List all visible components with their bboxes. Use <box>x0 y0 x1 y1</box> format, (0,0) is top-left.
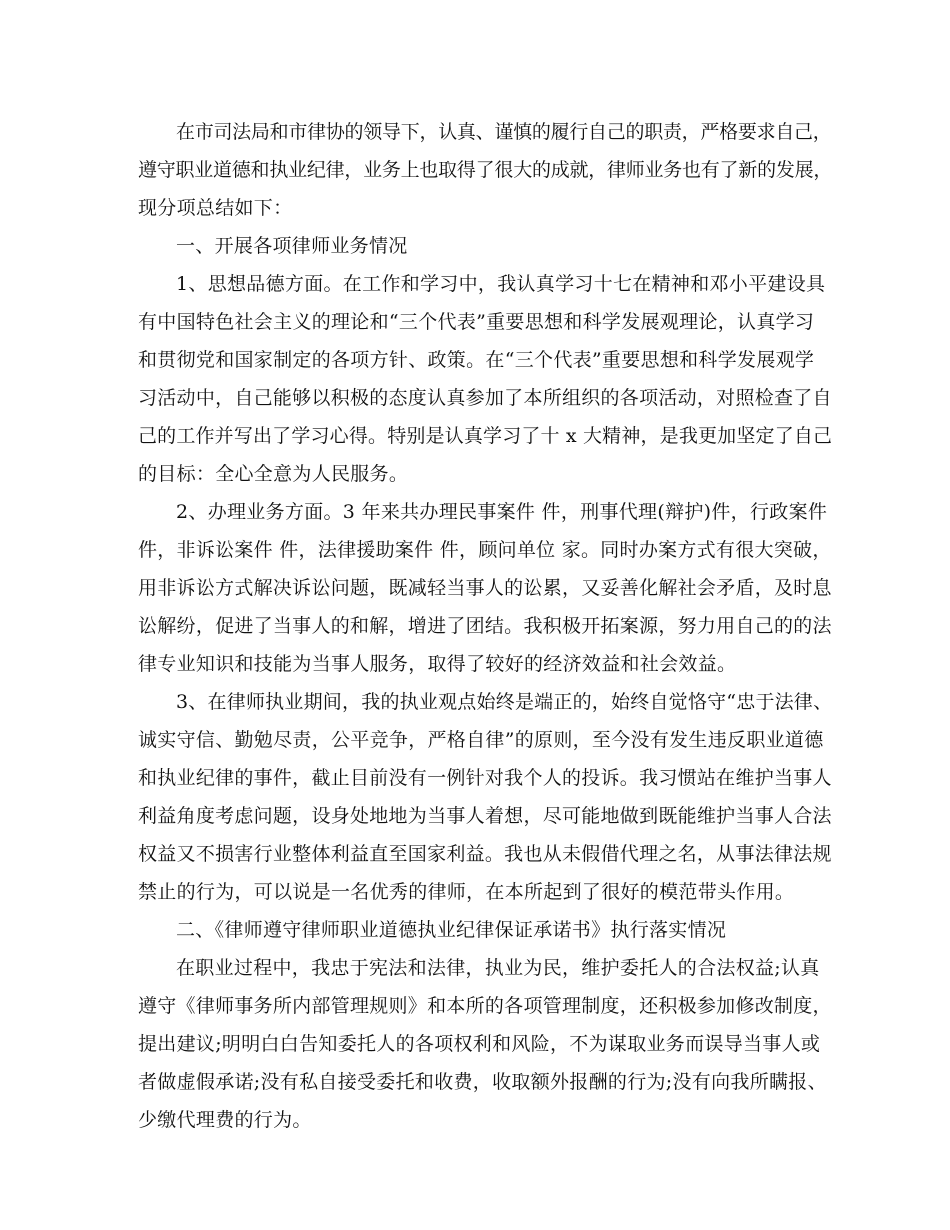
paragraph-3-line-1: 2、办理业务方面。3 年来共办理民事案件 件，刑事代理(辩护)件，行政案件 <box>176 501 828 523</box>
paragraph-4-line-6: 禁止的行为，可以说是一名优秀的律师，在本所起到了很好的模范带头作用。 <box>138 881 795 903</box>
paragraph-2-line-4: 习活动中，自己能够以积极的态度认真参加了本所组织的各项活动，对照检查了自 <box>138 387 832 409</box>
paragraph-4-line-2: 诚实守信、勤勉尽责，公平竞争，严格自律”的原则，至今没有发生违反职业道德 <box>138 729 824 751</box>
paragraph-4-line-3: 和执业纪律的事件，截止目前没有一例针对我个人的投诉。我习惯站在维护当事人 <box>138 767 832 789</box>
section-heading-1: 一、开展各项律师业务情况 <box>176 235 408 257</box>
paragraph-4-line-5: 权益又不损害行业整体利益直至国家利益。我也从未假借代理之名，从事法律法规 <box>138 843 832 865</box>
paragraph-1-line-3: 现分项总结如下： <box>138 197 293 219</box>
paragraph-4-line-1: 3、在律师执业期间，我的执业观点始终是端正的，始终自觉恪守“忠于法律、 <box>176 691 833 713</box>
section-heading-2: 二、《律师遵守律师职业道德执业纪律保证承诺书》执行落实情况 <box>176 919 727 941</box>
paragraph-5-line-5: 少缴代理费的行为。 <box>138 1109 312 1131</box>
paragraph-2-line-3: 和贯彻党和国家制定的各项方针、政策。在“三个代表”重要思想和科学发展观学 <box>138 349 815 371</box>
paragraph-4-line-4: 利益角度考虑问题，设身处地地为当事人着想，尽可能地做到既能维护当事人合法 <box>138 805 832 827</box>
paragraph-2-line-2: 有中国特色社会主义的理论和“三个代表”重要思想和科学发展观理论，认真学习 <box>138 311 815 333</box>
paragraph-2-line-6: 的目标：全心全意为人民服务。 <box>138 463 409 485</box>
paragraph-3-line-4: 讼解纷，促进了当事人的和解，增进了团结。我积极开拓案源，努力用自己的的法 <box>138 615 832 637</box>
paragraph-5-line-2: 遵守《律师事务所内部管理规则》和本所的各项管理制度，还积极参加修改制度， <box>138 995 832 1017</box>
paragraph-2-line-1: 1、思想品德方面。在工作和学习中，我认真学习十七在精神和邓小平建设具 <box>176 273 826 295</box>
paragraph-2-line-5: 己的工作并写出了学习心得。特别是认真学习了十 x 大精神，是我更加坚定了自己 <box>138 425 833 447</box>
paragraph-5-line-1: 在职业过程中，我忠于宪法和法律，执业为民，维护委托人的合法权益;认真 <box>176 957 820 979</box>
paragraph-3-line-2: 件，非诉讼案件 件，法律援助案件 件，顾问单位 家。同时办案方式有很大突破， <box>138 539 832 561</box>
paragraph-3-line-3: 用非诉讼方式解决诉讼问题，既减轻当事人的讼累，又妥善化解社会矛盾，及时息 <box>138 577 832 599</box>
paragraph-1-line-2: 遵守职业道德和执业纪律，业务上也取得了很大的成就，律师业务也有了新的发展， <box>138 159 833 181</box>
paragraph-3-line-5: 律专业知识和技能为当事人服务，取得了较好的经济效益和社会效益。 <box>138 653 737 675</box>
paragraph-1-line-1: 在市司法局和市律协的领导下，认真、谨慎的履行自己的职责，严格要求自己， <box>176 121 832 143</box>
paragraph-5-line-3: 提出建议;明明白白告知委托人的各项权利和风险，不为谋取业务而误导当事人或 <box>138 1033 821 1055</box>
paragraph-5-line-4: 者做虚假承诺;没有私自接受委托和收费，收取额外报酬的行为;没有向我所瞒报、 <box>138 1071 827 1093</box>
